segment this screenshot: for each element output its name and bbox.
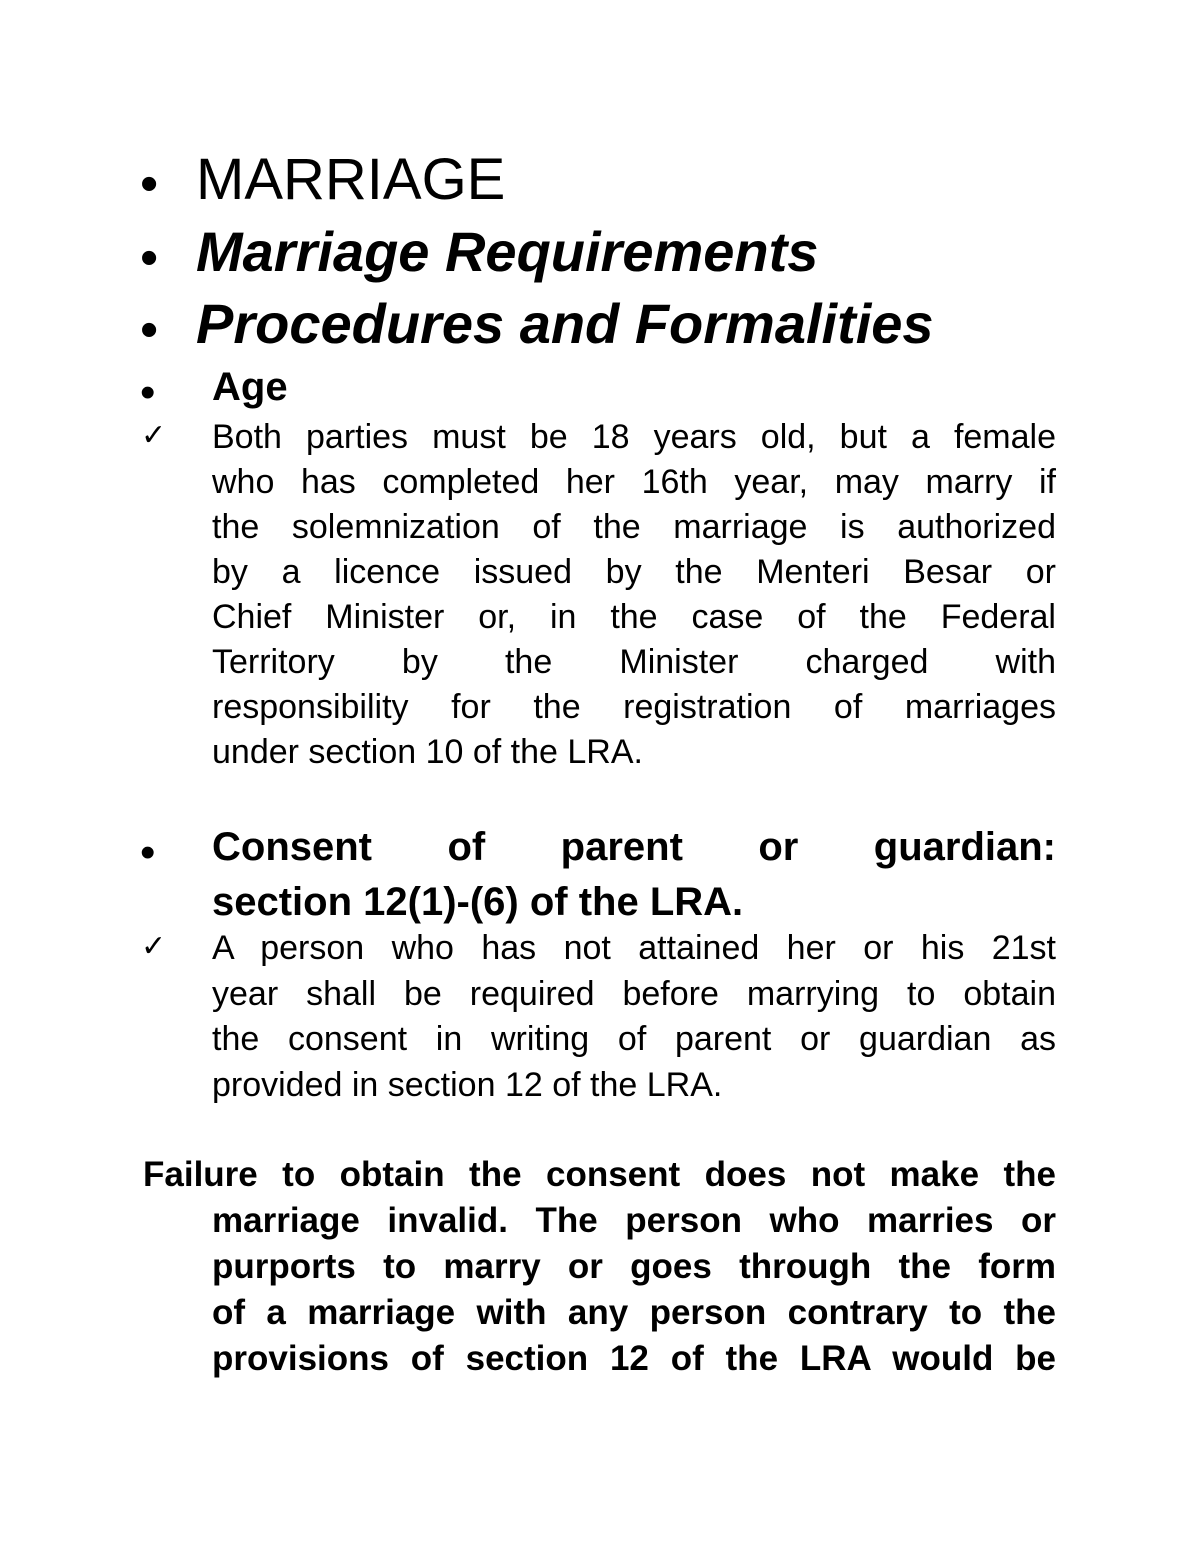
body-line: responsibility for the registration of marriages [212, 688, 1056, 726]
heading-marriage-requirements: Marriage Requirements [196, 220, 819, 283]
body-line: A person who has not attained her or his 21st [212, 929, 1056, 967]
body-line: the solemnization of the marriage is authorized [212, 508, 1056, 546]
body-line: provided in section 12 of the LRA. [212, 1066, 723, 1104]
body-line: under section 10 of the LRA. [212, 733, 643, 771]
heading-marriage: MARRIAGE [196, 147, 506, 212]
body-line: Both parties must be 18 years old, but a female [212, 418, 1056, 456]
bullet-icon: • [140, 155, 159, 213]
section-heading-consent: section 12(1)-(6) of the LRA. [212, 880, 744, 924]
closing-line: Failure to obtain the consent does not make the [143, 1155, 1056, 1194]
bullet-icon: • [140, 828, 156, 877]
body-line: the consent in writing of parent or guardian as [212, 1020, 1056, 1058]
body-line: Chief Minister or, in the case of the Federal [212, 598, 1056, 636]
checkmark-icon: ✓ [141, 418, 167, 453]
bullet-icon: • [140, 368, 156, 417]
closing-line: purports to marry or goes through the form [212, 1247, 1056, 1286]
body-line: who has completed her 16th year, may marry if [212, 463, 1056, 501]
section-heading-age: Age [212, 365, 288, 409]
closing-line: provisions of section 12 of the LRA would be [212, 1339, 1056, 1378]
closing-line: marriage invalid. The person who marries or [212, 1201, 1056, 1240]
heading-procedures-formalities: Procedures and Formalities [196, 292, 934, 355]
bullet-icon: • [140, 301, 159, 359]
body-line: year shall be required before marrying to obtain [212, 975, 1056, 1013]
body-line: by a licence issued by the Menteri Besar or [212, 553, 1056, 591]
bullet-icon: • [140, 229, 159, 287]
section-heading-consent: Consent of parent or guardian: [212, 825, 1056, 869]
checkmark-icon: ✓ [141, 929, 167, 964]
body-line: Territory by the Minister charged with [212, 643, 1056, 681]
closing-line: of a marriage with any person contrary to the [212, 1293, 1056, 1332]
